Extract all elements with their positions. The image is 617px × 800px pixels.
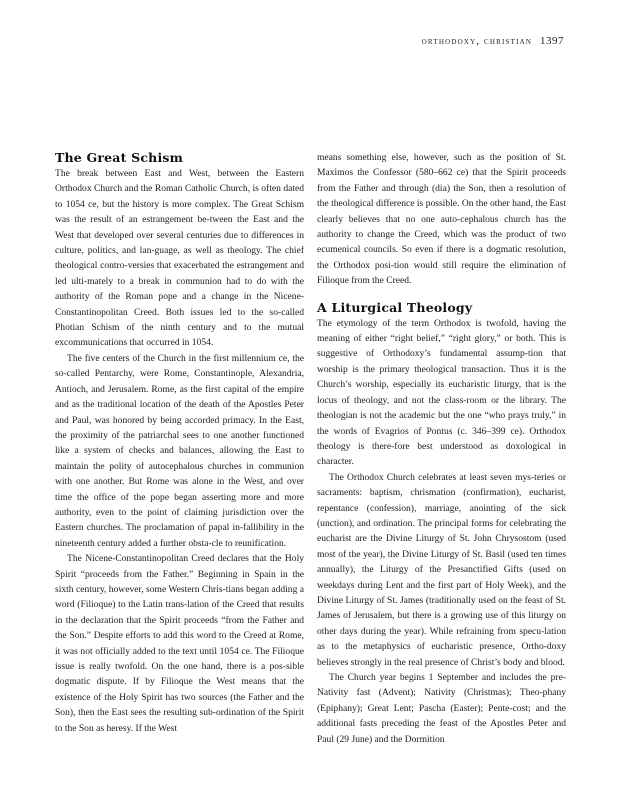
section-heading-liturgical-theology: A Liturgical Theology bbox=[317, 299, 473, 315]
left-column bbox=[55, 150, 304, 736]
paragraph: The five centers of the Church in the first millennium ce, the so-called Pentarchy, were Rome, Constantinople, Alexandria, Antioch, and Jerusalem. Rome, as the first capital of the empire and as the traditional location of the death of the Apostles Peter and Paul, was honored by being accorded primacy. In the East, the proximity of the patriarchal sees to one another functioned like a system of checks and balances, allowing the East to maintain the polity of autocephalous churches in communion with one another. But Rome was alone in the West, and over time the office of the pope began asserting more and more authority, even to the point of claiming jurisdiction over the Eastern churches. The proclamation of papal in-fallibility in the nineteenth century added a further obsta-cle to reunification. bbox=[55, 352, 304, 549]
right-column bbox=[317, 150, 566, 747]
paragraph: The Orthodox Church celebrates at least seven mys-teries or sacraments: baptism, chrismation (confirmation), eucharist, repentance (confession), marriage, anointing of the sick (unction), and ordination. The principal forms for celebrating the eucharist are the Divine Liturgy of St. John Chrysostom (used most of the year), the Divine Liturgy of St. Basil (used ten times annually), the Liturgy of the Presanctified Gifts (used on weekdays during Lent and the first part of Holy Week), and the Divine Liturgy of St. James (traditionally used on the feast of St. James of Jerusalem, but there is a growing use of this liturgy on other days during the year). While refraining from specu-lation as to the metaphysics of eucharistic presence, Ortho-doxy believes strongly in the real presence of Christ’s body and blood. bbox=[317, 471, 566, 668]
running-title: orthodoxy, christian bbox=[421, 36, 533, 47]
paragraph: means something else, however, such as the position of St. Maximos the Confessor (580–662 ce) that the Spirit proceeds from the Father and through (dia) the Son, then a resolution of the theological difference is possible. On the other hand, the East clearly believes that no one auto-cephalous church has the authority to change the Creed, which was the product of two ecumenical councils. So even if there is a dogmatic resolution, the Orthodox posi-tion would still require the elimination of Filioque from the Creed. bbox=[317, 152, 566, 287]
section-heading-great-schism: The Great Schism bbox=[55, 150, 184, 165]
paragraph: The Nicene-Constantinopolitan Creed declares that the Holy Spirit “proceeds from the Father.” Beginning in Spain in the sixth century, however, some Western Chris-tians began adding a word (Filioque) to the Latin trans-lation of the Creed that results in the declaration that the Spirit proceeds “from the Father and the Son.” Despite efforts to add this word to the Creed at Rome, it was not officially added to the text until 1054 ce. The Filioque issue is really twofold. On the one hand, there is a pos-sible dogmatic dispute. If by Filioque the West means that the existence of the Holy Spirit has two sources (the Father and the Son), then the East sees the resulting sub-ordination of the Spirit to the Son as heresy. If the West bbox=[55, 553, 304, 734]
paragraph: The Church year begins 1 September and includes the pre-Nativity fast (Advent); Nativity (Christmas); Theo-phany (Epiphany); Great Lent; Pascha (Easter); Pente-cost; and the additional fasts preceding the feast of the Apostles Peter and Paul (29 June) and the Dormition bbox=[317, 672, 566, 745]
paragraph: The etymology of the term Orthodox is twofold, having the meaning of either “right belief,” “right glory,” or both. This is suggestive of Orthodoxy’s fundamental assump-tion that worship is the primary theological transaction. Thus it is the Church’s worship, especially its eucharistic liturgy, that is the locus of theology, and not the class-room or the library. The theologian is not the academic but the one “who prays truly,” in the words of Evagrios of Pontus (c. 346–399 ce). Orthodox theology is there-fore best understood as doxological in character. bbox=[317, 317, 566, 468]
running-head bbox=[422, 35, 564, 47]
page-number: 1397 bbox=[540, 35, 564, 47]
paragraph: The break between East and West, between the Eastern Orthodox Church and the Roman Catholic Church, is often dated to 1054 ce, but the history is more complex. The Great Schism was the result of an estrangement be-tween the East and the West that developed over several centuries due to differences in culture, politics, and lan-guage, as well as theology. The chief theological contro-versies that exacerbated the estrangement and led ulti-mately to a break in communion had to do with the authority of the Roman pope and a change in the Nicene-Constantinopolitan Creed. Both issues led to the so-called Photian Schism of the ninth century and to the mutual excommunications that occurred in 1054. bbox=[55, 168, 304, 349]
